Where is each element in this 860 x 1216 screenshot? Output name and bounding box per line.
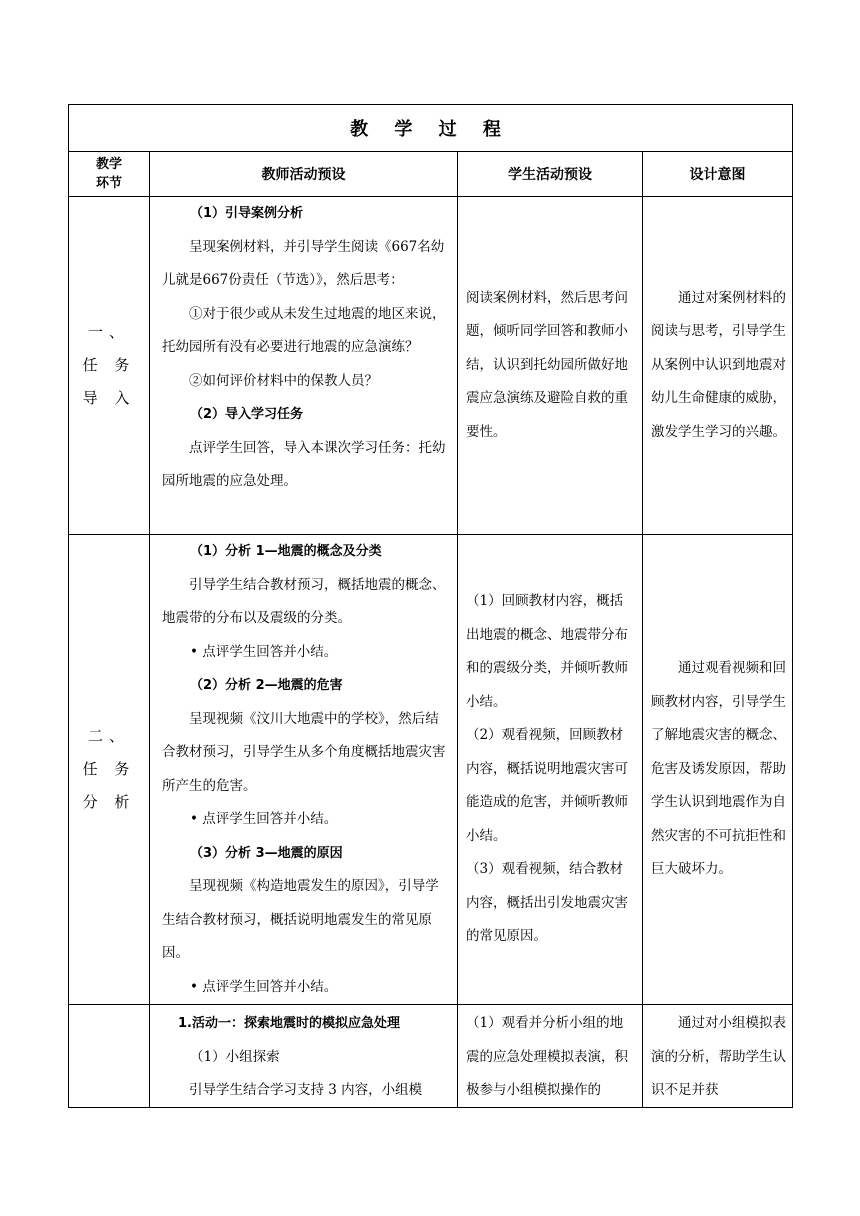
teacher-paragraph: ②如何评价材料中的保教人员？ bbox=[189, 372, 378, 389]
header-section bbox=[69, 152, 150, 197]
teacher-paragraph: 呈现案例材料，并引导学生阅读《667名幼儿就是667份责任（节选）》，然后思考： bbox=[162, 238, 445, 288]
section-label-1: 任 务 bbox=[82, 760, 136, 778]
header-section-line1: 教学 bbox=[95, 157, 122, 172]
table-row bbox=[69, 197, 793, 535]
teacher-paragraph: 呈现视频《构造地震发生的原因》，引导学生结合教材预习，概括说明地震发生的常见原因。 bbox=[162, 878, 439, 961]
student-cell bbox=[458, 197, 643, 535]
intent-cell bbox=[643, 1005, 793, 1108]
teacher-paragraph: 引导学生结合教材预习，概括地震的概念、地震带的分布以及震级的分类。 bbox=[162, 576, 446, 626]
table-title: 教 学 过 程 bbox=[69, 105, 793, 152]
section-label-1: 任 务 bbox=[82, 356, 136, 374]
teacher-cell bbox=[150, 535, 458, 1005]
teacher-subheading: （3）分析 3—地震的原因 bbox=[190, 845, 343, 861]
header-student: 学生活动预设 bbox=[458, 152, 643, 197]
teacher-subheading: （2）导入学习任务 bbox=[190, 407, 304, 422]
header-section-line2: 环节 bbox=[95, 176, 122, 191]
intent-paragraph: 通过对小组模拟表演的分析，帮助学生认识不足并获 bbox=[651, 1015, 786, 1098]
section-cell bbox=[69, 1005, 150, 1108]
student-paragraph: （1）回顾教材内容，概括出地震的概念、地震带分布和的震级分类，并倾听教师小结。 bbox=[466, 593, 628, 710]
student-paragraph: （1）观看并分析小组的地震的应急处理模拟表演，积极参与小组模拟操作的 bbox=[466, 1015, 628, 1098]
header-teacher: 教师活动预设 bbox=[150, 152, 458, 197]
section-cell bbox=[69, 535, 150, 1005]
section-cell bbox=[69, 197, 150, 535]
intent-cell bbox=[643, 197, 793, 535]
teacher-subheading: （2）分析 2—地震的危害 bbox=[190, 678, 343, 693]
teacher-paragraph: 点评学生回答，导入本课次学习任务：托幼园所地震的应急处理。 bbox=[162, 439, 446, 489]
teacher-bullet: • 点评学生回答并小结。 bbox=[190, 811, 338, 827]
section-label-2: 分 析 bbox=[82, 793, 136, 811]
teacher-paragraph: ①对于很少或从未发生过地震的地区来说，托幼园所有没有必要进行地震的应急演练？ bbox=[162, 305, 446, 355]
intent-paragraph: 通过对案例材料的阅读与思考，引导学生从案例中认识到地震对幼儿生命健康的威胁，激发学生学习的兴趣。 bbox=[651, 289, 786, 440]
teacher-subheading: （1）分析 1—地震的概念及分类 bbox=[190, 544, 382, 559]
student-cell bbox=[458, 1005, 643, 1108]
lesson-process-table bbox=[68, 104, 793, 1108]
section-number: 二、 bbox=[87, 727, 130, 745]
table-row bbox=[69, 1005, 793, 1108]
teacher-cell bbox=[150, 1005, 458, 1108]
section-number: 一、 bbox=[87, 323, 130, 341]
table-row bbox=[69, 535, 793, 1005]
teacher-bullet: • 点评学生回答并小结。 bbox=[190, 643, 338, 660]
intent-cell bbox=[643, 535, 793, 1005]
student-paragraph: （3）观看视频，结合教材内容，概括出引发地震灾害的常见原因。 bbox=[466, 861, 628, 945]
teacher-subheading: （1）引导案例分析 bbox=[190, 206, 304, 221]
teacher-cell bbox=[150, 197, 458, 535]
intent-paragraph: 通过观看视频和回顾教材内容，引导学生了解地震灾害的概念、危害及诱发原因，帮助学生认识到地震作为自然灾害的不可抗拒性和巨大破坏力。 bbox=[651, 660, 786, 878]
header-intent: 设计意图 bbox=[643, 152, 793, 197]
teacher-paragraph: 呈现视频《汶川大地震中的学校》，然后结合教材预习，引导学生从多个角度概括地震灾害所产生的危害。 bbox=[162, 710, 446, 794]
teacher-activity-heading: 1.活动一：探索地震时的模拟应急处理 bbox=[178, 1016, 400, 1031]
student-cell bbox=[458, 535, 643, 1005]
teacher-subheading: （1）小组探索 bbox=[190, 1048, 280, 1065]
teacher-bullet: • 点评学生回答并小结。 bbox=[190, 978, 338, 995]
student-paragraph: 阅读案例材料，然后思考问题，倾听同学回答和教师小结，认识到托幼园所做好地震应急演练及避险自救的重要性。 bbox=[466, 289, 628, 440]
teacher-paragraph: 引导学生结合学习支持 3 内容，小组模 bbox=[189, 1082, 423, 1098]
section-label-2: 导 入 bbox=[82, 389, 136, 407]
student-paragraph: （2）观看视频，回顾教材内容，概括说明地震灾害可能造成的危害，并倾听教师小结。 bbox=[466, 727, 628, 844]
